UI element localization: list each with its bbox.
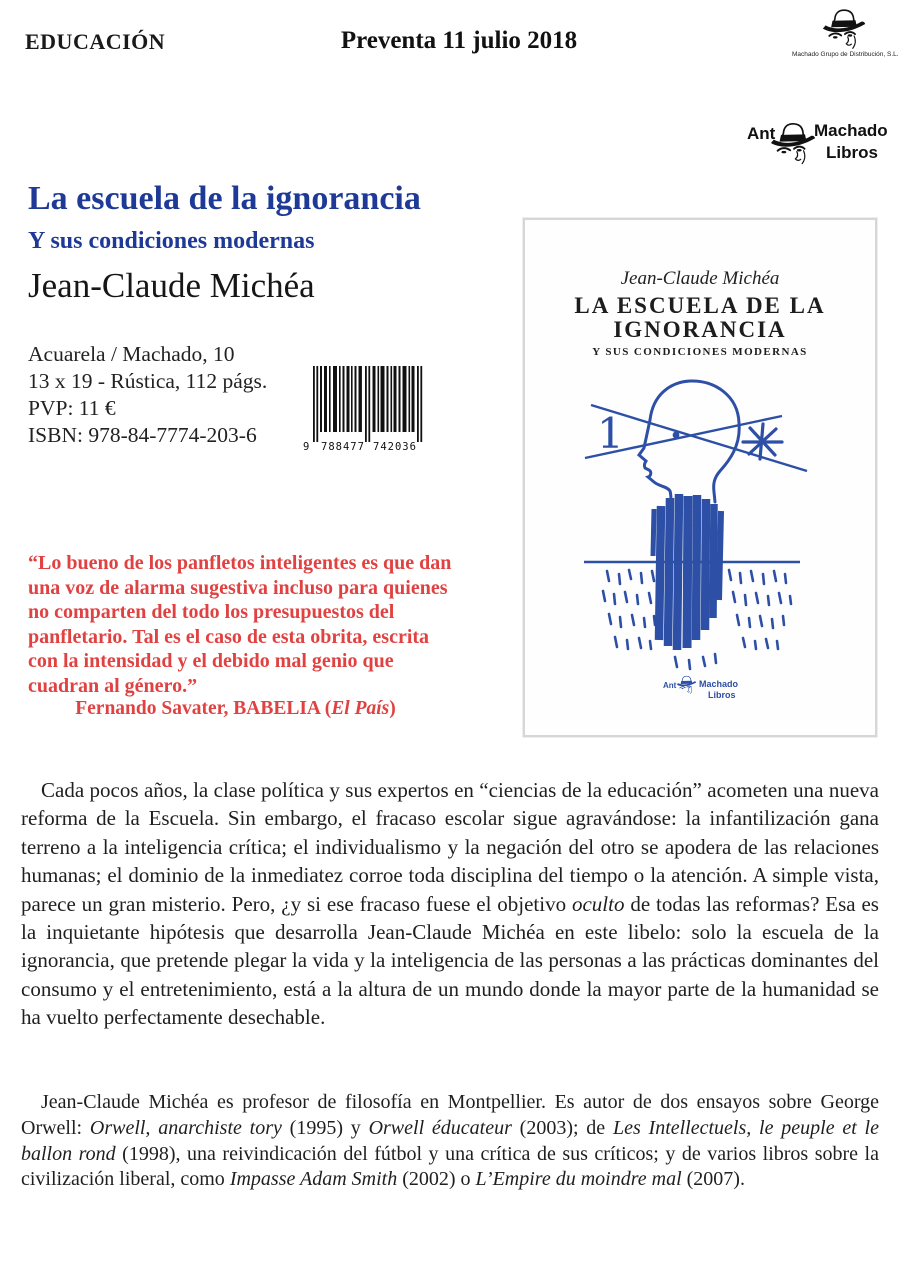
book-subtitle: Y sus condiciones modernas: [28, 228, 315, 254]
svg-text:1: 1: [597, 409, 624, 458]
detail-format: 13 x 19 - Rústica, 112 págs.: [28, 369, 268, 393]
distributor-logo: [792, 8, 899, 58]
book-details: [28, 341, 267, 449]
publisher-logo-libros: Libros: [826, 143, 878, 162]
machado-face-icon: [821, 8, 867, 51]
author-bio: Jean-Claude Michéa es profesor de filosofía en Montpellier. Es autor de dos ensayos sobre George Orwell: Orwell, anarchiste tory (1995) y Orwell éducateur (2003); de Les Intellectuels, le peuple et le ballon rond (1998), una reivindicación del fútbol y una crítica de sus críticos; y de varios libros sobre la civilización liberal, como Impasse Adam Smith (2002) o L’Empire du moindre mal (2007).: [21, 1091, 879, 1191]
cover-author: Jean-Claude Michéa: [620, 268, 780, 289]
barcode-icon: [303, 366, 425, 456]
detail-price: PVP: 11 €: [28, 396, 116, 420]
distributor-caption: Machado Grupo de Distribución, S.L.: [792, 51, 899, 58]
cover-logo-libros: Libros: [708, 690, 736, 700]
category-label: EDUCACIÓN: [25, 29, 166, 54]
book-title: La escuela de la ignorancia: [28, 180, 421, 217]
cover-title-line1: LA ESCUELA DE LA: [574, 293, 826, 318]
cover-logo-machado: Machado: [699, 679, 739, 689]
quote-attribution: Fernando Savater, BABELIA (El País): [75, 698, 396, 719]
machado-face-icon: [676, 675, 697, 695]
svg-text:788477: 788477: [321, 441, 365, 453]
head-drawing-icon: [557, 378, 847, 678]
book-cover: [523, 218, 877, 737]
cover-publisher-logo: [663, 674, 758, 706]
presale-title: Preventa 11 julio 2018: [340, 27, 578, 54]
publisher-logo-ant: Ant: [747, 124, 776, 143]
review-quote: “Lo bueno de los panfletos inteligentes es que dan una voz de alarma sugestiva incluso para quienes no comparten del todo los presupuestos del panfletario. Tal es el caso de esta obrita, escrita con la intensidad y el debido mal genio que cuadran al género.”: [28, 552, 452, 697]
cover-title-line2: IGNORANCIA: [613, 317, 787, 342]
svg-text:742036: 742036: [373, 441, 417, 453]
cover-subtitle: Y SUS CONDICIONES MODERNAS: [592, 346, 808, 358]
cover-title: [525, 294, 875, 342]
publisher-logo: [745, 112, 888, 184]
svg-text:9: 9: [303, 441, 311, 453]
cover-logo-ant: Ant: [663, 681, 677, 690]
barcode-digits: [303, 441, 417, 453]
detail-collection: Acuarela / Machado, 10: [28, 342, 235, 366]
description-paragraph: Cada pocos años, la clase política y sus expertos en “ciencias de la educación” acometen una nueva reforma de la Escuela. Sin embargo, el fracaso escolar sigue agravándose: la infantilización gana terreno a la inteligencia crítica; el individualismo y la negación del otro se apodera de las relaciones humanas; el dominio de la inmediatez corroe toda disciplina del tiempo o la atención. A simple vista, parece un gran misterio. Pero, ¿y si ese fracaso fuese el objetivo oculto de todas las reformas? Esa es la inquietante hipótesis que desarrolla Jean-Claude Michéa en este libelo: solo la escuela de la ignorancia, que pretende plegar la vida y la inteligencia de las personas a las prácticas dominantes del consumo y el entretenimiento, está a la altura de un mundo donde la mayor parte de la humanidad se ha vuelto perfectamente desechable.: [21, 778, 879, 1030]
barcode-bars: [313, 366, 422, 442]
publisher-logo-machado: Machado: [814, 121, 888, 140]
detail-isbn: ISBN: 978-84-7774-203-6: [28, 423, 257, 447]
book-author: Jean-Claude Michéa: [28, 266, 315, 305]
machado-face-icon: [769, 112, 817, 176]
barcode: [303, 366, 425, 461]
